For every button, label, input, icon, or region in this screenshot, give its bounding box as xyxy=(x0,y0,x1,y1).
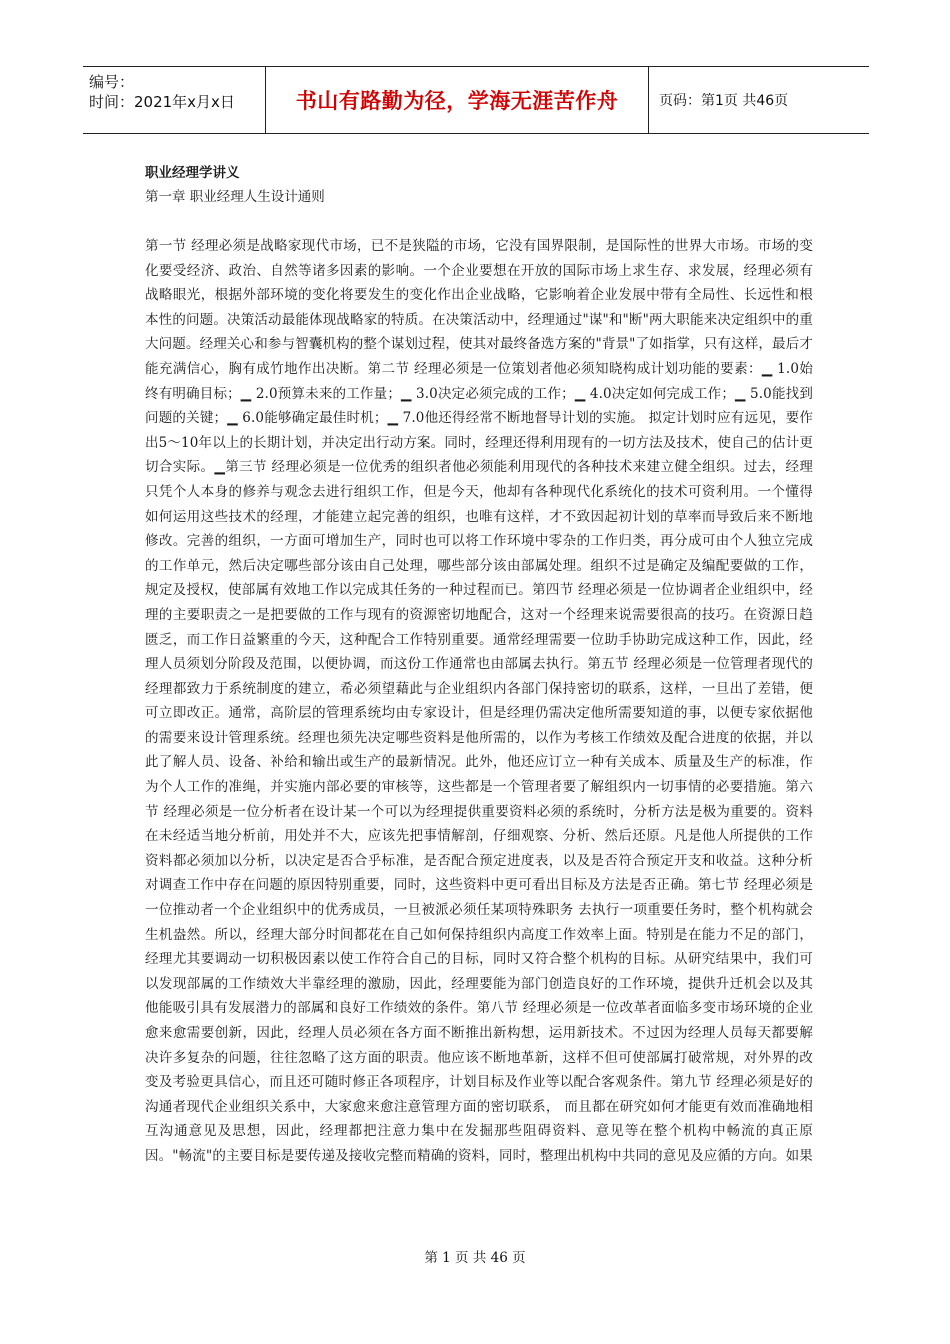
header-motto: 书山有路勤为径，学海无涯苦作舟 xyxy=(266,67,649,133)
header-page-info: 页码：第1页 共46页 xyxy=(659,93,789,109)
document-content xyxy=(145,162,813,1169)
body-paragraph: 第一节 经理必须是战略家现代市场，已不是狭隘的市场，它没有国界限制，是国际性的世界大市场。市场的变化要受经济、政治、自然等诸多因素的影响。一个企业要想在开放的国际市场上求生存、求发展，经理必须有战略眼光，根据外部环境的变化将要发生的变化作出企业战略，它影响着企业发展中带有全局性、长远性和根本性的问题。决策活动最能体现战略家的特质。在决策活动中，经理通过"谋"和"断"两大职能来决定组织中的重大问题。经理关心和参与智囊机构的整个谋划过程，使其对最终备选方案的"背景"了如指掌，只有这样，最后才能充满信心，胸有成竹地作出决断。第二节 经理必须是一位策划者他必须知晓构成计划功能的要素：▁ 1.0始终有明确目标；▁ 2.0预算未来的工作量；▁ 3.0决定必须完成的工作；▁ 4.0决定如何完成工作；▁ 5.0能找到问题的关键；▁ 6.0能够确定最佳时机；▁ 7.0他还得经常不断地督导计划的实施。 拟定计划时应有远见，要作出5～10年以上的长期计划，并决定出行动方案。同时，经理还得利用现有的一切方法及技术，使自己的估计更切合实际。▁第三节 经理必须是一位优秀的组织者他必须能利用现代的各种技术来建立健全组织。过去，经理只凭个人本身的修养与观念去进行组织工作，但是今天，他却有各种现代化系统化的技术可资利用。一个懂得如何运用这些技术的经理，才能建立起完善的组织，也唯有这样，才不致因起初计划的草率而导致后来不断地修改。完善的组织，一方面可增加生产，同时也可以将工作环境中零杂的工作归类，再分成可由个人独立完成的工作单元，然后决定哪些部分该由自己处理，哪些部分该由部属处理。组织不过是确定及编配要做的工作，规定及授权，使部属有效地工作以完成其任务的一种过程而已。第四节 经理必须是一位协调者企业组织中，经理的主要职责之一是把要做的工作与现有的资源密切地配合，这对一个经理来说需要很高的技巧。在资源日趋匮乏，而工作日益繁重的今天，这种配合工作特别重要。通常经理需要一位助手协助完成这种工作，因此，经理人员须划分阶段及范围，以便协调，而这份工作通常也由部属去执行。第五节 经理必须是一位管理者现代的经理都致力于系统制度的建立，希必须望藉此与企业组织内各部门保持密切的联系，这样，一旦出了差错，便可立即改正。通常，高阶层的管理系统均由专家设计，但是经理仍需决定他所需要知道的事，以便专家依据他的需要来设计管理系统。经理也须先决定哪些资料是他所需的，以作为考核工作绩效及配合进度的依据，并以此了解人员、设备、补给和输出或生产的最新情况。此外，他还应订立一种有关成本、质量及生产的标准，作为个人工作的准绳，并实施内部必要的审核等，这些都是一个管理者要了解组织内一切事情的必要措施。第六节 经理必须是一位分析者在设计某一个可以为经理提供重要资料必须的系统时，分析方法是极为重要的。资料在未经适当地分析前，用处并不大，应该先把事情解剖，仔细观察、分析、然后还原。凡是他人所提供的工作资料都必须加以分析，以决定是否合乎标准，是否配合预定进度表，以及是否符合预定开支和收益。这种分析对调查工作中存在问题的原因特别重要，同时，这些资料中更可看出目标及方法是否正确。第七节 经理必须是一位推动者一个企业组织中的优秀成员，一旦被派必须任某项特殊职务 去执行一项重要任务时，整个机构就会生机盎然。所以，经理大部分时间都花在自己如何保持组织内高度工作效率上面。特别是在能力不足的部门，经理尤其要调动一切积极因素以使工作符合自己的目标，同时又符合整个机构的目标。从研究结果中，我们可以发现部属的工作绩效大半靠经理的激励，因此，经理要能为部门创造良好的工作环境，提供升迁机会以及其他能吸引具有发展潜力的部属和良好工作绩效的条件。第八节 经理必须是一位改革者面临多变市场环境的企业愈来愈需要创新，因此，经理人员必须在各方面不断推出新构想，运用新技术。不过因为经理人员每天都要解决许多复杂的问题，往往忽略了这方面的职责。他应该不断地革新，这样不但可使部属打破常规，对外界的改变及考验更具信心，而且还可随时修正各项程序，计划目标及作业等以配合客观条件。第九节 经理必须是好的沟通者现代企业组织关系中，大家愈来愈注意管理方面的密切联系， 而且都在研究如何才能更有效而准确地相互沟通意见及思想，因此，经理都把注意力集中在发掘那些阻碍资料、意见等在整个机构中畅流的真正原因。"畅流"的主要目标是要传递及接收完整而精确的资料，同时，整理出机构中共同的意见及应循的方向。如果 xyxy=(145,238,813,1164)
page-header xyxy=(83,66,869,134)
header-meta xyxy=(83,67,266,133)
number-label: 编号： xyxy=(89,73,135,91)
time-label: 时间：2021年x月x日 xyxy=(89,93,235,111)
page-footer: 第 1 页 共 46 页 xyxy=(424,1250,526,1266)
document-title: 职业经理学讲义 xyxy=(145,165,240,181)
chapter-heading: 第一章 职业经理人生设计通则 xyxy=(145,189,325,205)
